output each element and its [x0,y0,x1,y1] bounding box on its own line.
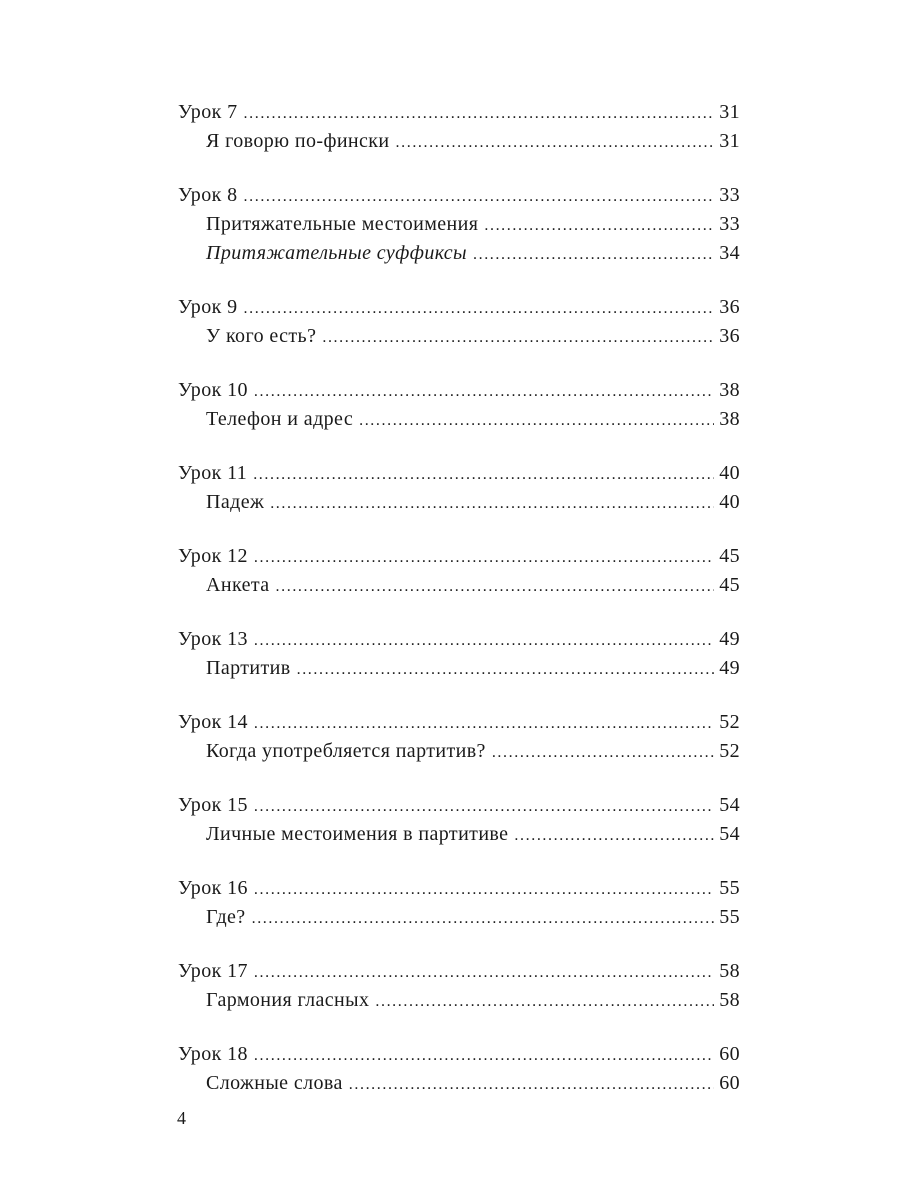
toc-lesson-title: Урок 16 [178,877,248,899]
toc-page-number: 45 [719,574,740,596]
toc-subentry-title: Падеж [206,491,265,513]
toc-page-number: 58 [719,989,740,1011]
toc-subentry [178,210,740,239]
toc-page-number: 33 [719,184,740,206]
toc-lesson-entry [178,625,740,654]
toc-page-number: 58 [719,960,740,982]
toc-lesson-entry [178,376,740,405]
toc-lesson-group [178,957,740,1015]
dot-leader [254,626,714,655]
toc-lesson-entry [178,1040,740,1069]
toc-page-number: 49 [719,657,740,679]
toc-page-number: 54 [719,794,740,816]
dot-leader [254,543,714,572]
dot-leader [359,406,714,435]
toc-page-number: 36 [719,325,740,347]
toc-subentry-title: Анкета [206,574,270,596]
toc-subentry-title: Партитив [206,657,291,679]
toc-page-number: 55 [719,877,740,899]
toc-subentry-title: Когда употребляется партитив? [206,740,486,762]
toc-subentry-title: Телефон и адрес [206,408,354,430]
toc-lesson-title: Урок 13 [178,628,248,650]
toc-subentry [178,986,740,1015]
toc-lesson-group [178,376,740,434]
toc-subentry [178,322,740,351]
toc-subentry [178,488,740,517]
toc-subentry [178,654,740,683]
toc-lesson-entry [178,708,740,737]
toc-subentry [178,1069,740,1098]
toc-lesson-entry [178,957,740,986]
toc-subentry-title: Личные местоимения в партитиве [206,823,509,845]
toc-subentry-title: Притяжательные суффиксы [206,242,467,264]
dot-leader [322,323,714,352]
toc-page-number: 36 [719,296,740,318]
table-of-contents [178,98,740,1123]
toc-lesson-title: Урок 12 [178,545,248,567]
toc-lesson-group [178,874,740,932]
toc-lesson-group [178,293,740,351]
toc-lesson-title: Урок 15 [178,794,248,816]
dot-leader [276,572,714,601]
toc-page-number: 31 [719,101,740,123]
dot-leader [514,821,714,850]
toc-lesson-entry [178,459,740,488]
toc-lesson-entry [178,98,740,127]
toc-lesson-title: Урок 14 [178,711,248,733]
dot-leader [254,958,714,987]
toc-lesson-entry [178,181,740,210]
toc-lesson-title: Урок 11 [178,462,248,484]
toc-lesson-entry [178,542,740,571]
toc-page-number: 40 [719,491,740,513]
toc-subentry-title: Притяжательные местоимения [206,213,479,235]
toc-page-number: 38 [719,379,740,401]
toc-page-number: 40 [719,462,740,484]
toc-page-number: 55 [719,906,740,928]
page-number: 4 [177,1108,186,1128]
toc-subentry [178,405,740,434]
toc-lesson-group [178,708,740,766]
toc-lesson-title: Урок 10 [178,379,248,401]
dot-leader [254,709,714,738]
toc-page-number: 52 [719,740,740,762]
dot-leader [492,738,714,767]
dot-leader [396,128,714,157]
toc-lesson-group [178,98,740,156]
dot-leader [254,875,714,904]
dot-leader [244,294,714,323]
dot-leader [252,904,714,933]
toc-lesson-group [178,1040,740,1098]
toc-lesson-entry [178,791,740,820]
dot-leader [253,460,714,489]
toc-lesson-group [178,625,740,683]
dot-leader [270,489,714,518]
toc-subentry-title: Я говорю по-фински [206,130,390,152]
toc-subentry [178,820,740,849]
toc-subentry [178,737,740,766]
toc-subentry [178,903,740,932]
toc-subentry-title: Гармония гласных [206,989,370,1011]
toc-lesson-title: Урок 7 [178,101,238,123]
toc-page-number: 60 [719,1043,740,1065]
dot-leader [473,240,714,269]
toc-page-number: 34 [719,242,740,264]
toc-subentry-title: Сложные слова [206,1072,343,1094]
dot-leader [349,1070,714,1099]
toc-lesson-title: Урок 8 [178,184,238,206]
toc-subentry-title: Где? [206,906,246,928]
toc-page-number: 31 [719,130,740,152]
toc-lesson-entry [178,874,740,903]
toc-page-number: 54 [719,823,740,845]
toc-page-number: 60 [719,1072,740,1094]
dot-leader [297,655,714,684]
toc-lesson-title: Урок 9 [178,296,238,318]
toc-subentry [178,239,740,268]
dot-leader [254,792,714,821]
dot-leader [254,377,714,406]
toc-lesson-title: Урок 18 [178,1043,248,1065]
toc-lesson-group [178,181,740,268]
toc-lesson-group [178,459,740,517]
dot-leader [244,99,714,128]
toc-page-number: 52 [719,711,740,733]
toc-lesson-title: Урок 17 [178,960,248,982]
dot-leader [254,1041,714,1070]
dot-leader [375,987,714,1016]
toc-page-number: 38 [719,408,740,430]
toc-subentry [178,571,740,600]
toc-subentry [178,127,740,156]
dot-leader [484,211,714,240]
toc-page-number: 45 [719,545,740,567]
toc-page-number: 33 [719,213,740,235]
toc-lesson-group [178,542,740,600]
toc-lesson-group [178,791,740,849]
dot-leader [244,182,714,211]
toc-lesson-entry [178,293,740,322]
toc-page-number: 49 [719,628,740,650]
toc-subentry-title: У кого есть? [206,325,317,347]
